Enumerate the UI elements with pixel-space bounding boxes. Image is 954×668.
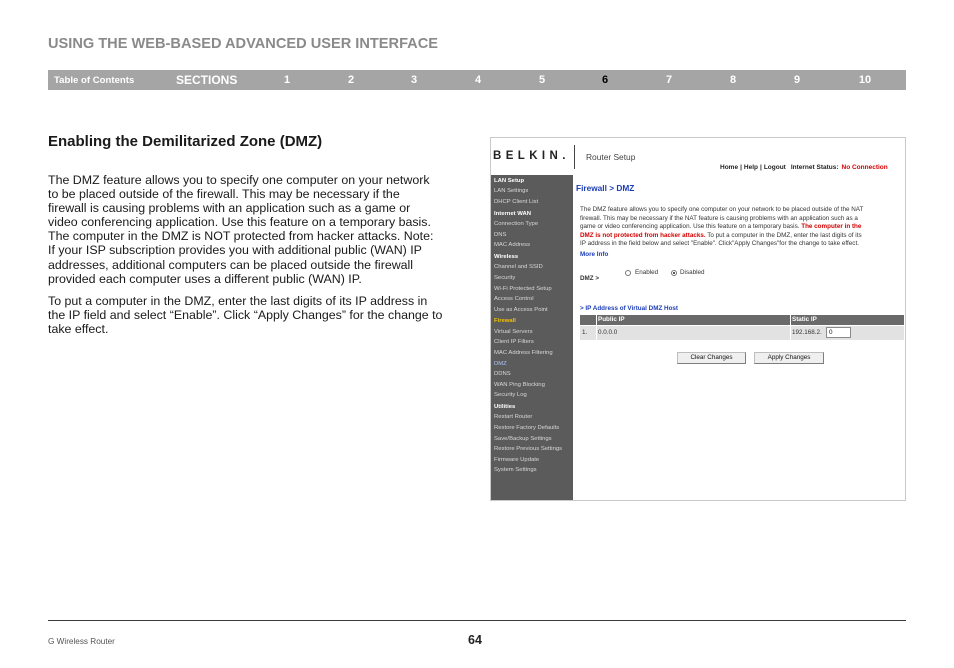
sidebar-item-channel-and-ssid[interactable]: Channel and SSID — [494, 264, 543, 271]
sidebar-item-client-ip-filters[interactable]: Client IP Filters — [494, 339, 534, 346]
static-ip-last-octet-input[interactable] — [826, 327, 851, 338]
router-setup-screenshot — [490, 137, 906, 501]
sidebar-item-security-log[interactable]: Security Log — [494, 392, 527, 399]
sidebar-item-dhcp-client-list[interactable]: DHCP Client List — [494, 198, 539, 205]
section-link-5[interactable]: 5 — [538, 74, 546, 86]
sidebar-item-ddns[interactable]: DDNS — [494, 371, 511, 378]
dmz-disabled-radio[interactable] — [671, 270, 677, 276]
column-divider — [790, 315, 791, 325]
section-link-8[interactable]: 8 — [729, 74, 737, 86]
clear-changes-button[interactable]: Clear Changes — [677, 352, 746, 364]
sidebar-heading-internet-wan: Internet WAN — [494, 210, 531, 217]
dmz-enabled-radio[interactable] — [625, 270, 631, 276]
top-links-bar — [720, 164, 888, 172]
table-row — [580, 326, 904, 340]
dmz-description — [580, 206, 863, 249]
section-link-7[interactable]: 7 — [665, 74, 673, 86]
sidebar-item-system-settings[interactable]: System Settings — [494, 467, 537, 474]
sections-label: SECTIONS — [176, 73, 238, 87]
dmz-enabled-label[interactable]: Enabled — [635, 269, 659, 276]
footer-product-name: G Wireless Router — [48, 637, 115, 646]
logo-divider — [574, 145, 575, 169]
article-title: Enabling the Demilitarized Zone (DMZ) — [48, 133, 323, 150]
sidebar-item-mac-address[interactable]: MAC Address — [494, 242, 531, 249]
router-setup-title: Router Setup — [586, 152, 636, 162]
sidebar-item-security[interactable]: Security — [494, 274, 516, 281]
dmz-label: DMZ > — [580, 275, 600, 282]
section-link-1[interactable]: 1 — [283, 74, 291, 86]
sidebar-item-dmz[interactable]: DMZ — [494, 360, 507, 367]
description-text: The DMZ feature allows you to specify one computer on your network to be placed outside of the NAT firewall. This may be necessary if the NAT feature is causing problems with an application such as a game or video conferencing application. Use this feature on a temporary basis. — [580, 206, 864, 231]
more-info-link[interactable]: More Info — [580, 251, 609, 258]
row-number: 1. — [582, 329, 588, 336]
help-link[interactable]: Help — [743, 164, 758, 171]
table-header-row — [580, 315, 904, 325]
sidebar-item-firmware-update[interactable]: Firmware Update — [494, 456, 540, 463]
section-link-6-current[interactable]: 6 — [601, 74, 609, 86]
sidebar-heading-wireless: Wireless — [494, 253, 519, 260]
sidebar-item-use-as-access-point[interactable]: Use as Access Point — [494, 306, 548, 313]
belkin-logo: BELKIN. — [493, 150, 570, 162]
link-separator: | — [759, 164, 762, 171]
section-link-10[interactable]: 10 — [858, 74, 872, 86]
section-link-4[interactable]: 4 — [474, 74, 482, 86]
dmz-host-heading: > IP Address of Virtual DMZ Host — [580, 305, 679, 312]
link-separator: | — [740, 164, 742, 171]
description-text: To put a computer in the DMZ, enter the last digits of its IP address in the field below and select "Enable". Click"Apply Changes"for the change to take effect. — [580, 231, 862, 248]
sidebar-item-virtual-servers[interactable]: Virtual Servers — [494, 328, 533, 335]
table-of-contents-link[interactable]: Table of Contents — [54, 75, 135, 86]
footer-rule — [48, 620, 906, 621]
column-divider — [790, 326, 791, 340]
public-ip-value: 0.0.0.0 — [598, 329, 618, 336]
apply-changes-button[interactable]: Apply Changes — [754, 352, 824, 364]
internet-status-value: No Connection — [841, 164, 888, 171]
public-ip-column-header: Public IP — [598, 316, 625, 323]
dmz-disabled-label[interactable]: Disabled — [680, 269, 705, 276]
router-sidebar — [491, 175, 573, 500]
page-number: 64 — [468, 633, 482, 647]
section-link-3[interactable]: 3 — [410, 74, 418, 86]
logout-link[interactable]: Logout — [763, 164, 786, 171]
column-divider — [596, 326, 597, 340]
sidebar-item-restart-router[interactable]: Restart Router — [494, 414, 533, 421]
dmz-host-table — [580, 315, 904, 340]
internet-status-label: Internet Status: — [790, 164, 839, 171]
column-divider — [596, 315, 597, 325]
article-paragraph: The DMZ feature allows you to specify one computer on your network to be placed outside of the firewall. This may be necessary if the firewall is causing problems with an application such as a game or video conferencing application. Use this feature on a temporary basis. The computer in the DMZ is NOT protected from hacker attacks. Note: If your ISP subscription provides you with additional public (WAN) IP addresses, additional computers can be placed outside the firewall provided each computer uses a different public (WAN) IP. — [48, 173, 434, 286]
section-nav-bar — [48, 70, 906, 90]
static-ip-column-header: Static IP — [792, 316, 817, 323]
sidebar-item-wifi-protected-setup[interactable]: Wi-Fi Protected Setup — [494, 285, 552, 292]
sidebar-item-connection-type[interactable]: Connection Type — [494, 221, 539, 228]
sidebar-item-dns[interactable]: DNS — [494, 231, 507, 238]
description-warning: The computer in the DMZ is not protected from hacker attacks. — [580, 223, 862, 239]
sidebar-heading-lan-setup: LAN Setup — [494, 177, 525, 184]
sidebar-heading-utilities: Utilities — [494, 403, 516, 410]
sidebar-item-restore-previous-settings[interactable]: Restore Previous Settings — [494, 446, 563, 453]
sidebar-heading-firewall: Firewall — [494, 318, 516, 325]
sidebar-item-access-control[interactable]: Access Control — [494, 296, 534, 303]
sidebar-item-restore-factory-defaults[interactable]: Restore Factory Defaults — [494, 425, 560, 432]
section-link-9[interactable]: 9 — [793, 74, 801, 86]
sidebar-item-mac-address-filtering[interactable]: MAC Address Filtering — [494, 350, 553, 356]
section-link-2[interactable]: 2 — [347, 74, 355, 86]
article-paragraph: To put a computer in the DMZ, enter the last digits of its IP address in the IP field and select “Enable”. Click “Apply Changes” for the change to take effect. — [48, 294, 443, 337]
sidebar-item-save-backup-settings[interactable]: Save/Backup Settings — [494, 435, 552, 442]
home-link[interactable]: Home — [720, 164, 739, 171]
chapter-header: USING THE WEB-BASED ADVANCED USER INTERFACE — [48, 36, 438, 52]
sidebar-item-wan-ping-blocking[interactable]: WAN Ping Blocking — [494, 381, 545, 388]
static-ip-prefix: 192.168.2. — [792, 329, 822, 336]
page-heading: Firewall > DMZ — [576, 183, 635, 193]
sidebar-item-lan-settings[interactable]: LAN Settings — [494, 188, 529, 195]
